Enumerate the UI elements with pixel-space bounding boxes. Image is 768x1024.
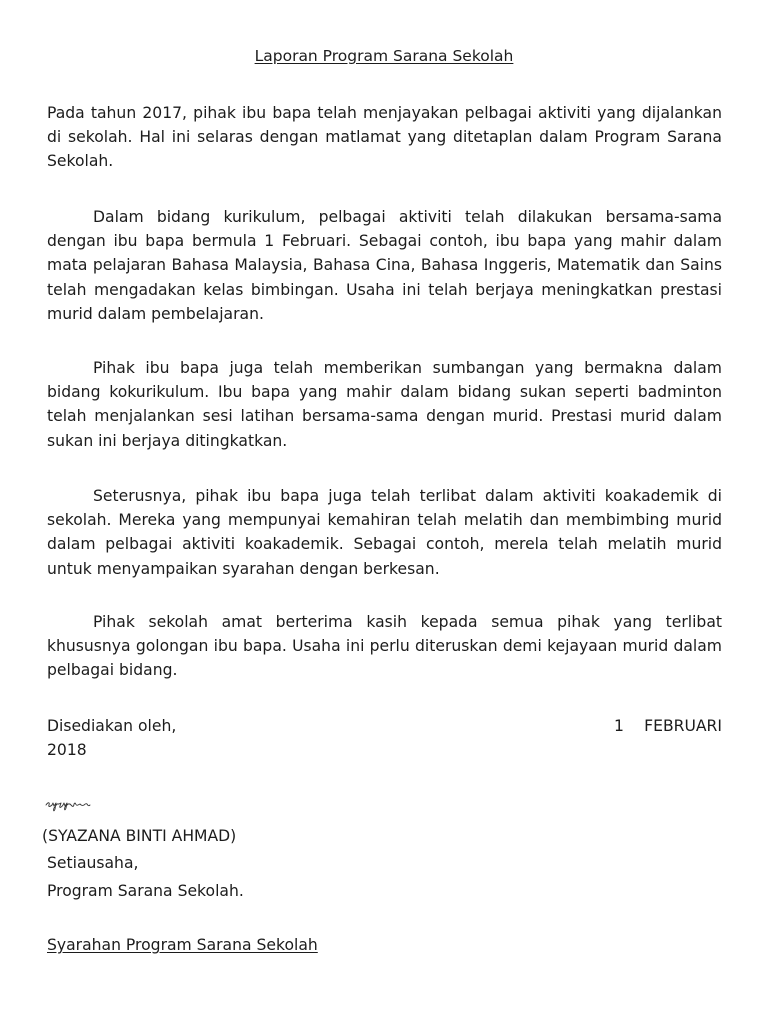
- document-title: Laporan Program Sarana Sekolah: [254, 47, 514, 65]
- footer-heading: Syarahan Program Sarana Sekolah: [47, 936, 318, 954]
- paragraph-1: Pada tahun 2017, pihak ibu bapa telah menjayakan pelbagai aktiviti yang dijalankan di sekolah. Hal ini selaras dengan matlamat yang ditetaplan dalam Program Sarana Sekolah.: [47, 104, 722, 171]
- signatory-name: (SYAZANA BINTI AHMAD): [42, 827, 237, 845]
- paragraph-3: Pihak ibu bapa juga telah memberikan sumbangan yang bermakna dalam bidang kokurikulum. Ibu bapa yang mahir dalam bidang sukan seperti badminton telah menjalankan sesi latihan bersama-sama dengan murid. Prestasi murid dalam sukan ini berjaya ditingkatkan.: [47, 359, 722, 450]
- prepared-by-label: Disediakan oleh,: [47, 717, 177, 735]
- signatory-role: Setiausaha,: [47, 854, 139, 872]
- paragraph-5: Pihak sekolah amat berterima kasih kepada semua pihak yang terlibat khususnya golongan ibu bapa. Usaha ini perlu diteruskan demi kejayaan murid dalam pelbagai bidang.: [47, 613, 722, 680]
- signature: [44, 794, 104, 814]
- signature-ink: [46, 803, 90, 811]
- paragraph-4: Seterusnya, pihak ibu bapa juga telah terlibat dalam aktiviti koakademik di sekolah. Mereka yang mempunyai kemahiran telah melatih dan membimbing murid dalam pelbagai aktiviti koakademik. Sebagai contoh, merela telah melatih murid untuk menyampaikan syarahan dengan berkesan.: [47, 487, 722, 578]
- paragraph-2: Dalam bidang kurikulum, pelbagai aktiviti telah dilakukan bersama-sama dengan ibu bapa bermula 1 Februari. Sebagai contoh, ibu bapa yang mahir dalam mata pelajaran Bahasa Malaysia, Bahasa Cina, Bahasa Inggeris, Matematik dan Sains telah mengadakan kelas bimbingan. Usaha ini telah berjaya meningkatkan prestasi murid dalam pembelajaran.: [47, 208, 722, 323]
- date-year: 2018: [47, 741, 87, 759]
- date-day-month: [614, 715, 722, 737]
- signatory-org: Program Sarana Sekolah.: [47, 882, 244, 900]
- date-day: 1: [614, 717, 624, 735]
- date-month: FEBRUARI: [644, 717, 722, 735]
